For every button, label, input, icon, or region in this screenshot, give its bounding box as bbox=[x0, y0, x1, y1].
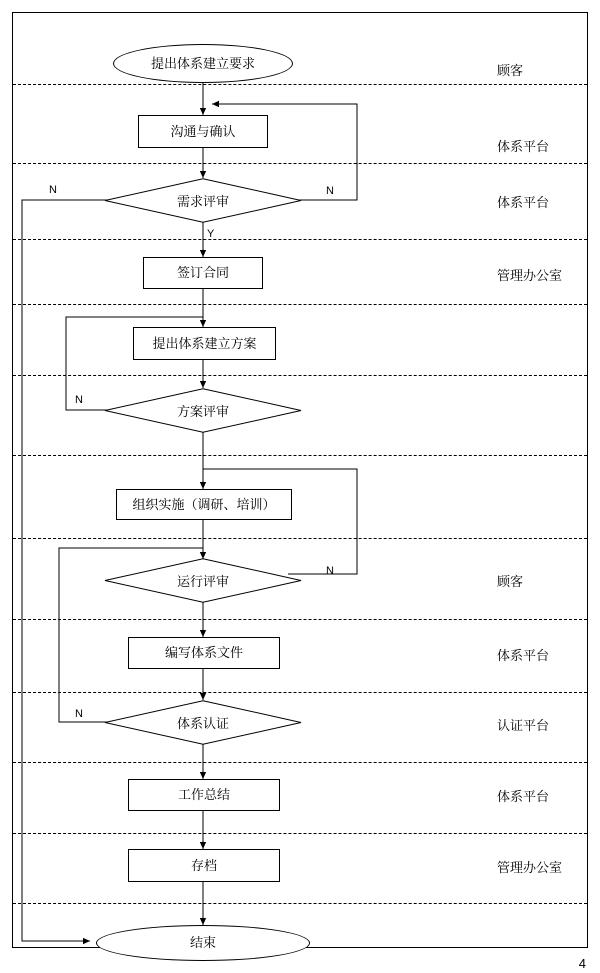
lane-label-office-2: 管理办公室 bbox=[497, 860, 563, 875]
node-organize-label: 组织实施（调研、培训） bbox=[132, 496, 276, 512]
node-archive-label: 存档 bbox=[190, 857, 217, 873]
edge-label-run-no: N bbox=[326, 565, 334, 577]
node-demand-review[interactable] bbox=[104, 178, 302, 223]
node-end[interactable] bbox=[96, 925, 310, 961]
edge-label-demand-no-left: N bbox=[49, 184, 57, 196]
lane-divider bbox=[13, 692, 587, 693]
lane-divider bbox=[13, 455, 587, 456]
lane-divider bbox=[13, 762, 587, 763]
node-start[interactable] bbox=[113, 44, 293, 83]
edge-label-demand-yes: Y bbox=[207, 228, 215, 240]
node-organize[interactable] bbox=[116, 489, 292, 520]
node-end-label: 结束 bbox=[189, 935, 216, 951]
node-sign-contract-label: 签订合同 bbox=[176, 265, 229, 281]
lane-divider bbox=[13, 163, 587, 164]
node-start-label: 提出体系建立要求 bbox=[150, 55, 255, 71]
node-demand-review-label: 需求评审 bbox=[176, 194, 229, 209]
edge-label-demand-no-right: N bbox=[326, 185, 334, 197]
node-communicate-label: 沟通与确认 bbox=[170, 123, 236, 139]
lane-divider bbox=[13, 375, 587, 376]
lane-divider bbox=[13, 304, 587, 305]
lane-label-platform-4: 体系平台 bbox=[497, 789, 550, 804]
node-write-docs-label: 编写体系文件 bbox=[164, 645, 243, 661]
lane-label-platform-1: 体系平台 bbox=[497, 139, 550, 154]
node-summary[interactable] bbox=[128, 779, 280, 811]
node-run-review[interactable] bbox=[104, 558, 302, 603]
node-summary-label: 工作总结 bbox=[177, 787, 230, 803]
lane-label-office-1: 管理办公室 bbox=[497, 268, 563, 283]
lane-divider bbox=[13, 903, 587, 904]
lane-label-platform-2: 体系平台 bbox=[497, 195, 550, 210]
lane-label-customer-2: 顾客 bbox=[497, 574, 524, 589]
lane-label-customer-1: 顾客 bbox=[497, 63, 524, 78]
edge-label-cert-no: N bbox=[75, 708, 83, 720]
lane-divider bbox=[13, 619, 587, 620]
lane-label-platform-3: 体系平台 bbox=[497, 648, 550, 663]
node-certification[interactable] bbox=[104, 700, 302, 745]
node-propose-plan-label: 提出体系建立方案 bbox=[152, 335, 257, 351]
node-plan-review-label: 方案评审 bbox=[176, 404, 229, 419]
node-certification-label: 体系认证 bbox=[176, 716, 229, 731]
edge-label-plan-no: N bbox=[75, 394, 83, 406]
node-plan-review[interactable] bbox=[104, 388, 302, 433]
node-archive[interactable] bbox=[128, 849, 280, 882]
lane-divider bbox=[13, 538, 587, 539]
node-propose-plan[interactable] bbox=[133, 327, 276, 360]
node-sign-contract[interactable] bbox=[143, 257, 263, 289]
lane-divider bbox=[13, 84, 587, 85]
lane-label-cert-platform: 认证平台 bbox=[497, 718, 550, 733]
lane-divider bbox=[13, 239, 587, 240]
node-write-docs[interactable] bbox=[128, 637, 280, 669]
node-communicate[interactable] bbox=[138, 115, 268, 148]
lane-divider bbox=[13, 833, 587, 834]
page-number: 4 bbox=[578, 956, 586, 971]
node-run-review-label: 运行评审 bbox=[176, 574, 229, 589]
